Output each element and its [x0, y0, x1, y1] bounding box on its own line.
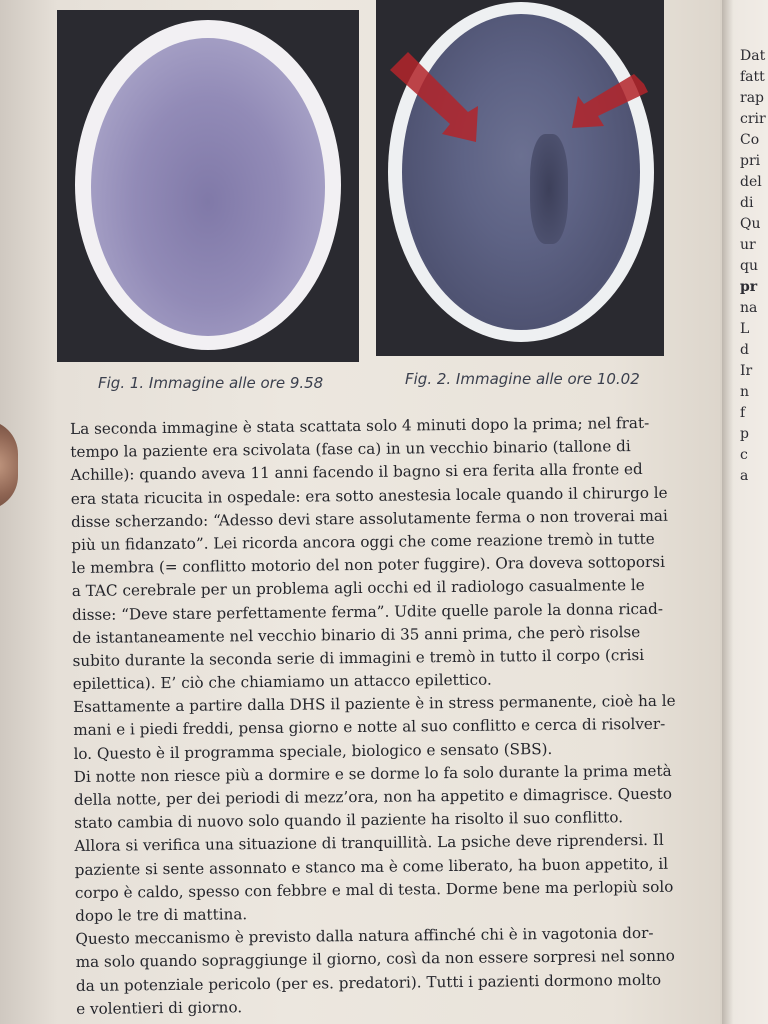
paragraph-4 — [75, 921, 726, 1021]
next-page-fragment: di — [740, 195, 754, 211]
next-page-fragment: a — [740, 468, 749, 484]
text-line: a TAC cerebrale per un problema agli occhi ed il radiologo casualmente le — [71, 576, 645, 601]
text-line: della notte, per dei periodi di mezz’ora, non ha appetito e dimagrisce. Questo — [73, 784, 673, 809]
next-page-fragment: Dat — [740, 48, 766, 64]
next-page-fragment: fatt — [740, 69, 765, 85]
next-page-fragment: pri — [740, 153, 761, 169]
body-text — [70, 411, 726, 1021]
text-line: mani e i piedi freddi, pensa giorno e notte al suo conflitto e cerca di risolver- — [73, 715, 666, 740]
next-page-fragment: p — [740, 426, 749, 442]
next-page-fragment: rap — [740, 90, 765, 106]
text-line: dopo le tre di mattina. — [75, 905, 248, 925]
text-line: ma solo quando sopraggiunge il giorno, così da non essere sorpresi nel sonno — [75, 947, 675, 972]
brain-tissue — [91, 38, 325, 336]
next-page-fragment: Qu — [740, 216, 761, 232]
next-page-fragment: ur — [740, 237, 756, 253]
red-arrow-right — [572, 74, 648, 128]
next-page-fragment: c — [740, 447, 748, 463]
text-line: stato cambia di nuovo solo quando il paziente ha risolto il suo conflitto. — [74, 808, 624, 833]
text-line: più un fidanzato”. Lei ricorda ancora oggi che come reazione tremò in tutte — [71, 529, 655, 554]
paragraph-3 — [74, 759, 726, 928]
text-line: era stata ricucita in ospedale: era sotto anestesia locale quando il chirurgo le — [70, 483, 668, 508]
figure-1-caption: Fig. 1. Immagine alle ore 9.58 — [98, 374, 324, 392]
next-page-fragment: f — [740, 405, 746, 421]
text-line: Achille): quando aveva 11 anni facendo il bagno si era ferita alla fronte ed — [70, 460, 643, 485]
red-arrow-left — [390, 52, 478, 142]
text-line: le membra (= conflitto motorio del non poter fuggire). Ora doveva sottoporsi — [71, 552, 665, 578]
figure-2-ct-scan — [376, 0, 664, 356]
finger-edge — [0, 420, 18, 510]
figure-1-ct-scan — [57, 10, 359, 362]
next-page-fragment: L — [740, 321, 750, 337]
text-line: subito durante la seconda serie di immagini e tremò in tutto il corpo (crisi — [72, 645, 645, 670]
paragraph-1 — [70, 411, 723, 696]
next-page-fragment: qu — [740, 258, 758, 274]
paragraph-2 — [73, 689, 724, 765]
text-line: La seconda immagine è stata scattata solo 4 minuti dopo la prima; nel frat- — [70, 413, 650, 438]
text-line: lo. Questo è il programma speciale, biologico e sensato (SBS). — [73, 739, 553, 763]
text-line: Allora si verifica una situazione di tranquillità. La psiche deve riprendersi. Il — [74, 831, 664, 856]
text-line: corpo è caldo, spesso con febbre e mal di testa. Dorme bene ma perlopiù solo — [74, 877, 674, 902]
next-page-fragment: Co — [740, 132, 760, 148]
next-page-fragment: d — [740, 342, 749, 358]
next-page-fragment: crir — [740, 111, 766, 127]
text-line: disse scherzando: “Adesso devi stare assolutamente ferma o non troverai mai — [70, 506, 668, 531]
text-line: tempo la paziente era scivolata (fase ca) in un vecchio binario (tallone di — [70, 437, 631, 462]
text-line: e volentieri di giorno. — [76, 997, 243, 1018]
text-line: Di notte non riesce più a dormire e se dorme lo fa solo durante la prima metà — [73, 761, 672, 786]
text-line: paziente si sente assonnato e stanco ma è come liberato, ha buon appetito, il — [74, 854, 669, 879]
text-line: Questo meccanismo è previsto dalla natura affinché chi è in vagotonia dor- — [75, 924, 654, 949]
next-page-fragment: na — [740, 300, 758, 316]
next-page-fragment: del — [740, 174, 762, 190]
text-line: da un potenziale pericolo (per es. predatori). Tutti i pazienti dormono molto — [75, 970, 662, 995]
text-line: epilettica). E’ ciò che chiamiamo un attacco epilettico. — [72, 670, 492, 694]
figure-2-caption: Fig. 2. Immagine alle ore 10.02 — [405, 370, 640, 388]
text-line: Esattamente a partire dalla DHS il paziente è in stress permanente, cioè ha le — [72, 691, 676, 717]
next-page-fragment: Ir — [740, 363, 753, 379]
text-line: disse: “Deve stare perfettamente ferma”. Udite quelle parole la donna ricad- — [71, 599, 664, 624]
next-page-fragment: n — [740, 384, 750, 400]
next-page-fragment: pr — [740, 279, 758, 295]
text-line: de istantaneamente nel vecchio binario di 35 anni prima, che però risolse — [72, 622, 641, 647]
next-page-edge — [722, 0, 768, 1024]
arrow-overlay — [376, 0, 664, 356]
